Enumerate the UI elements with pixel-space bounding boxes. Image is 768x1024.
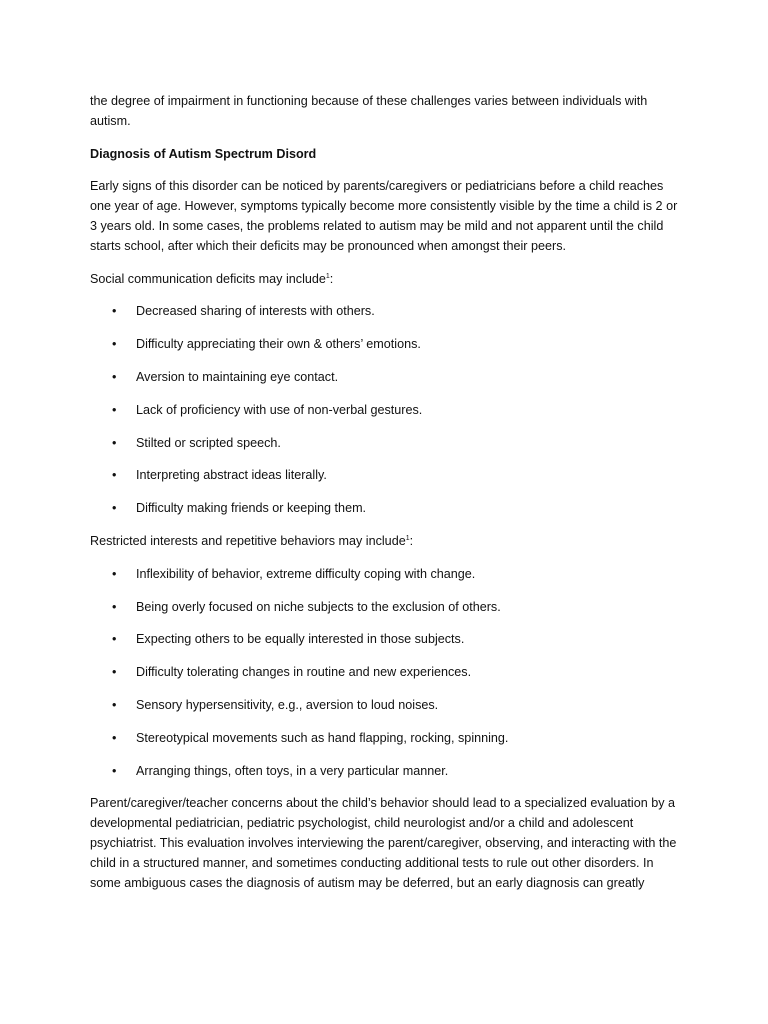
early-signs-paragraph: Early signs of this disorder can be noticed by parents/caregivers or pediatricians before a child reaches one year of age. However, symptoms typically become more consistently visible by the time a child is 2 or 3 years old. In some cases, the problems related to autism may be mild and not apparent until the child starts school, after which their deficits may be pronounced when amongst their peers. — [90, 179, 678, 253]
restricted-colon: : — [409, 533, 414, 548]
list-item: • Arranging things, often toys, in a very particular manner. — [90, 762, 680, 782]
list-item: • Stilted or scripted speech. — [90, 434, 680, 454]
list-item: • Stereotypical movements such as hand flapping, rocking, spinning. — [90, 729, 680, 749]
restricted-lead-paragraph — [90, 532, 680, 552]
list-item: • Difficulty appreciating their own & others’ emotions. — [90, 335, 680, 355]
list-item: • Being overly focused on niche subjects to the exclusion of others. — [90, 598, 680, 618]
list-item: • Inflexibility of behavior, extreme difficulty coping with change. — [90, 565, 680, 585]
section-heading: Diagnosis of Autism Spectrum Disord — [90, 146, 317, 161]
restricted-reference: 1 — [405, 534, 410, 542]
intro-paragraph: the degree of impairment in functioning because of these challenges varies between individuals with autism. — [90, 94, 648, 128]
list-item: • Interpreting abstract ideas literally. — [90, 466, 680, 486]
list-item: • Sensory hypersensitivity, e.g., aversion to loud noises. — [90, 696, 680, 716]
evaluation-paragraph: Parent/caregiver/teacher concerns about the child’s behavior should lead to a specialized evaluation by a developmental pediatrician, pediatric psychologist, child neurologist and/or a child and adolescent psychiatrist. This evaluation involves interviewing the parent/caregiver, observing, and interacting with the child in a structured manner, and sometimes conducting additional tests to rule out other disorders. In some ambiguous cases the diagnosis of autism may be deferred, but an early diagnosis can greatly — [90, 796, 677, 890]
restricted-behaviors-list — [90, 565, 680, 782]
list-item: • Lack of proficiency with use of non-verbal gestures. — [90, 401, 680, 421]
list-item: • Expecting others to be equally interested in those subjects. — [90, 630, 680, 650]
social-lead-paragraph — [90, 270, 680, 290]
social-reference: 1 — [325, 272, 330, 280]
list-item: • Difficulty tolerating changes in routine and new experiences. — [90, 663, 680, 683]
social-colon: : — [329, 271, 334, 286]
social-deficits-list — [90, 302, 680, 519]
restricted-lead-text: Restricted interests and repetitive behaviors may include — [90, 533, 406, 548]
document-page — [90, 92, 680, 906]
list-item: • Aversion to maintaining eye contact. — [90, 368, 680, 388]
list-item: • Decreased sharing of interests with others. — [90, 302, 680, 322]
social-lead-text: Social communication deficits may include — [90, 271, 326, 286]
list-item: • Difficulty making friends or keeping them. — [90, 499, 680, 519]
